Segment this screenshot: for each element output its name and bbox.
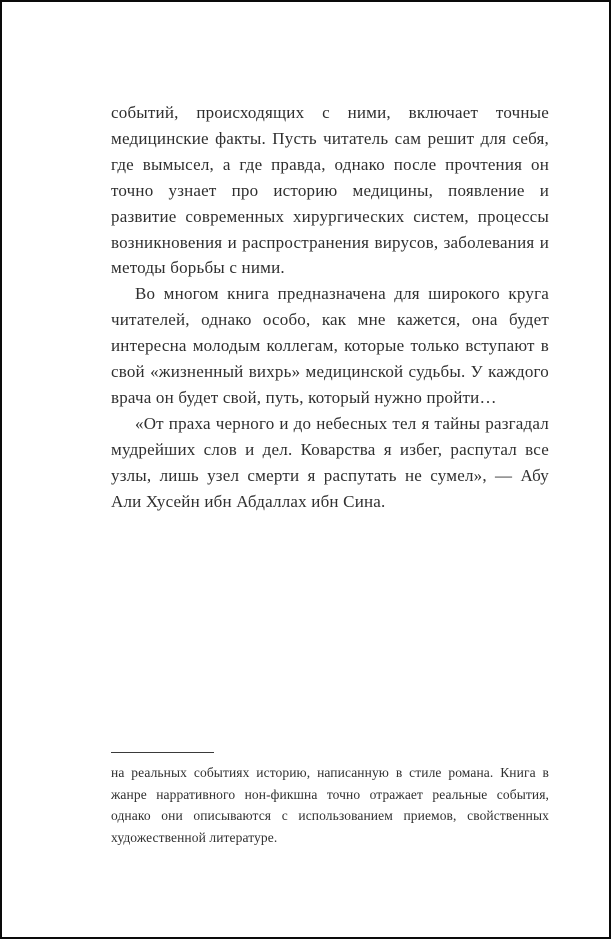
- footnote-divider: [111, 752, 214, 753]
- paragraph: «От праха черного и до небесных тел я тайны разгадал мудрейших слов и дел. Коварства я избег, распутал все узлы, лишь узел смерти я распутать не сумел», — Абу Али Хусейн ибн Абдаллах ибн Сина.: [111, 413, 549, 511]
- footnote-text: на реальных событиях историю, написанную в стиле романа. Книга в жанре нарративного нон-фикшна точно отражает реальные события, однако они описываются с использованием приемов, свойственных художественной литературе.: [111, 765, 549, 845]
- main-text-block: [111, 100, 549, 515]
- footnote: [111, 752, 549, 848]
- paragraph: Во многом книга предназначена для широкого круга читателей, однако особо, как мне кажется, она будет интересна молодым коллегам, которые только вступают в свой «жизненный вихрь» медицинской судьбы. У каждого врача он будет свой, путь, который нужно пройти…: [111, 284, 549, 407]
- paragraph: событий, происходящих с ними, включает точные медицинские факты. Пусть читатель сам решит для себя, где вымысел, а где правда, однако после прочтения он точно узнает про историю медицины, появление и развитие современных хирургических систем, процессы возникновения и распространения вирусов, заболевания и методы борьбы с ними.: [111, 103, 549, 278]
